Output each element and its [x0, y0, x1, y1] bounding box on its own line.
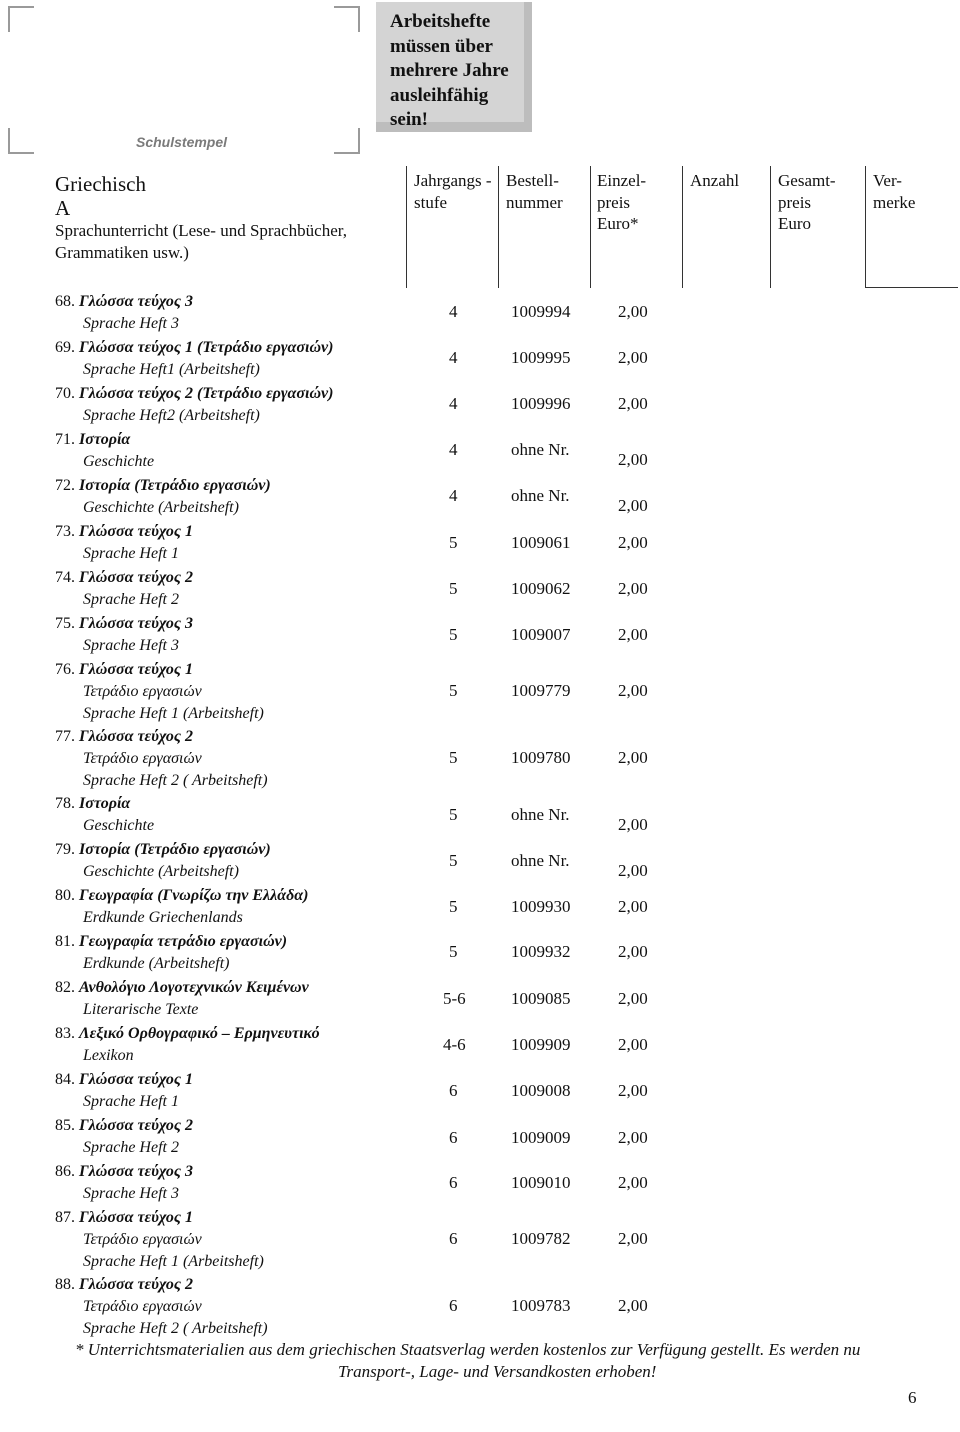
column-divider	[498, 166, 499, 288]
item-einzelpreis: 2,00	[618, 897, 648, 916]
item-subtitle: Sprache Heft 1 (Arbeitsheft)	[83, 1253, 264, 1270]
column-divider	[590, 166, 591, 288]
item-bestellnummer: 1009779	[511, 681, 571, 700]
item-subtitle: Τετράδιο εργασιών	[83, 683, 202, 700]
item-einzelpreis: 2,00	[618, 861, 648, 880]
column-divider	[682, 166, 683, 288]
item-subtitle: Sprache Heft 3	[83, 315, 179, 332]
item-jahrgangsstufe: 4	[449, 394, 458, 413]
item-subtitle: Τετράδιο εργασιών	[83, 750, 202, 767]
item-number: 82.	[55, 979, 75, 996]
item-einzelpreis: 2,00	[618, 394, 648, 413]
item-einzelpreis: 2,00	[618, 1173, 648, 1192]
footnote-line-1: * Unterrichtsmaterialien aus dem griechischen Staatsverlag werden kostenlos zur Verfügung gestellt. Es werden nu	[75, 1340, 861, 1359]
item-number: 73.	[55, 523, 75, 540]
item-number: 83.	[55, 1025, 75, 1042]
item-jahrgangsstufe: 5	[449, 805, 458, 824]
item-einzelpreis: 2,00	[618, 533, 648, 552]
item-number: 68.	[55, 293, 75, 310]
item-greek-title: Γλώσσα τεύχος 2 (Τετράδιο εργασιών)	[79, 385, 334, 402]
item-subtitle: Literarische Texte	[83, 1001, 199, 1018]
item-subtitle: Sprache Heft 1	[83, 545, 179, 562]
list-item	[55, 613, 193, 657]
item-jahrgangsstufe: 5	[449, 851, 458, 870]
item-subtitle: Sprache Heft 2 ( Arbeitsheft)	[83, 772, 268, 789]
item-jahrgangsstufe: 5	[449, 897, 458, 916]
header-bestellnummer: Bestell- nummer	[506, 171, 563, 212]
item-number: 85.	[55, 1117, 75, 1134]
list-item	[55, 1207, 264, 1273]
item-subtitle: Geschichte (Arbeitsheft)	[83, 863, 239, 880]
item-greek-title: Γλώσσα τεύχος 2	[79, 569, 194, 586]
item-number: 80.	[55, 887, 75, 904]
item-jahrgangsstufe: 5	[449, 942, 458, 961]
item-bestellnummer: ohne Nr.	[511, 851, 570, 870]
item-jahrgangsstufe: 5	[449, 748, 458, 767]
item-greek-title: Γλώσσα τεύχος 1	[79, 1209, 194, 1226]
item-einzelpreis: 2,00	[618, 1128, 648, 1147]
list-item	[55, 1023, 320, 1067]
header-anzahl: Anzahl	[690, 171, 740, 190]
item-bestellnummer: 1009780	[511, 748, 571, 767]
list-item	[55, 1274, 268, 1340]
list-item	[55, 337, 333, 381]
item-greek-title: Ιστορία (Τετράδιο εργασιών)	[79, 477, 271, 494]
item-greek-title: Γλώσσα τεύχος 3	[79, 1163, 194, 1180]
item-jahrgangsstufe: 4	[449, 440, 458, 459]
list-item	[55, 659, 264, 725]
item-einzelpreis: 2,00	[618, 942, 648, 961]
item-number: 86.	[55, 1163, 75, 1180]
column-divider	[770, 166, 771, 288]
item-greek-title: Γλώσσα τεύχος 3	[79, 293, 194, 310]
item-bestellnummer: 1009930	[511, 897, 571, 916]
item-subtitle: Sprache Heft 1 (Arbeitsheft)	[83, 705, 264, 722]
item-subtitle: Sprache Heft 3	[83, 637, 179, 654]
item-bestellnummer: 1009085	[511, 989, 571, 1008]
item-number: 71.	[55, 431, 75, 448]
item-bestellnummer: 1009932	[511, 942, 571, 961]
item-number: 74.	[55, 569, 75, 586]
item-number: 76.	[55, 661, 75, 678]
footnote-line-2: Transport-, Lage- und Versandkosten erhoben!	[338, 1362, 657, 1381]
school-stamp-area	[8, 6, 360, 154]
item-bestellnummer: 1009008	[511, 1081, 571, 1100]
item-jahrgangsstufe: 6	[449, 1081, 458, 1100]
item-bestellnummer: 1009996	[511, 394, 571, 413]
item-jahrgangsstufe: 6	[449, 1296, 458, 1315]
list-item	[55, 291, 193, 335]
list-item	[55, 1069, 193, 1113]
item-subtitle: Sprache Heft 2 ( Arbeitsheft)	[83, 1320, 268, 1337]
header-jahrgangsstufe: Jahrgangs -stufe	[414, 171, 492, 212]
item-einzelpreis: 2,00	[618, 748, 648, 767]
item-subtitle: Erdkunde Griechenlands	[83, 909, 243, 926]
item-greek-title: Ιστορία	[79, 431, 131, 448]
list-item	[55, 885, 308, 929]
item-number: 70.	[55, 385, 75, 402]
item-einzelpreis: 2,00	[618, 1035, 648, 1054]
item-einzelpreis: 2,00	[618, 815, 648, 834]
list-item	[55, 977, 309, 1021]
column-divider	[865, 166, 866, 288]
item-jahrgangsstufe: 6	[449, 1128, 458, 1147]
item-greek-title: Γλώσσα τεύχος 2	[79, 1117, 194, 1134]
item-number: 88.	[55, 1276, 75, 1293]
item-einzelpreis: 2,00	[618, 579, 648, 598]
list-item	[55, 793, 154, 837]
column-divider	[406, 166, 407, 288]
item-number: 69.	[55, 339, 75, 356]
item-bestellnummer: 1009010	[511, 1173, 571, 1192]
item-einzelpreis: 2,00	[618, 302, 648, 321]
item-greek-title: Γλώσσα τεύχος 1 (Τετράδιο εργασιών)	[79, 339, 334, 356]
item-number: 78.	[55, 795, 75, 812]
header-gesamtpreis: Gesamt- preis Euro	[778, 171, 836, 233]
subject-description: Sprachunterricht (Lese- und Sprachbücher, Grammatiken usw.)	[55, 221, 347, 262]
header-einzelpreis: Einzel- preis Euro*	[597, 171, 647, 233]
stamp-label: Schulstempel	[136, 134, 228, 150]
item-jahrgangsstufe: 4	[449, 302, 458, 321]
item-bestellnummer: 1009995	[511, 348, 571, 367]
notice-box: Arbeitshefte müssen über mehrere Jahre ausleihfähig sein!	[376, 2, 532, 132]
item-greek-title: Ιστορία (Τετράδιο εργασιών)	[79, 841, 271, 858]
item-subtitle: Sprache Heft 1	[83, 1093, 179, 1110]
item-subtitle: Sprache Heft1 (Arbeitsheft)	[83, 361, 260, 378]
item-number: 75.	[55, 615, 75, 632]
item-bestellnummer: 1009994	[511, 302, 571, 321]
item-jahrgangsstufe: 5	[449, 579, 458, 598]
item-einzelpreis: 2,00	[618, 496, 648, 515]
item-greek-title: Ιστορία	[79, 795, 131, 812]
item-greek-title: Γεωγραφία (Γνωρίζω την Ελλάδα)	[79, 887, 309, 904]
item-jahrgangsstufe: 5	[449, 625, 458, 644]
item-greek-title: Ανθολόγιο Λογοτεχνικών Κειμένων	[79, 979, 309, 996]
item-einzelpreis: 2,00	[618, 989, 648, 1008]
item-jahrgangsstufe: 6	[449, 1173, 458, 1192]
list-item	[55, 521, 193, 565]
item-jahrgangsstufe: 5	[449, 681, 458, 700]
list-item	[55, 1161, 193, 1205]
item-einzelpreis: 2,00	[618, 625, 648, 644]
item-einzelpreis: 2,00	[618, 1081, 648, 1100]
subject-level: A	[55, 196, 71, 220]
item-subtitle: Geschichte	[83, 817, 155, 834]
item-subtitle: Sprache Heft2 (Arbeitsheft)	[83, 407, 260, 424]
item-greek-title: Γλώσσα τεύχος 3	[79, 615, 194, 632]
item-subtitle: Lexikon	[83, 1047, 134, 1064]
item-number: 81.	[55, 933, 75, 950]
item-greek-title: Γεωγραφία τετράδιο εργασιών)	[79, 933, 288, 950]
list-item	[55, 839, 271, 883]
item-bestellnummer: ohne Nr.	[511, 440, 570, 459]
item-greek-title: Γλώσσα τεύχος 2	[79, 1276, 194, 1293]
item-einzelpreis: 2,00	[618, 1296, 648, 1315]
header-rule	[866, 287, 958, 288]
item-subtitle: Erdkunde (Arbeitsheft)	[83, 955, 230, 972]
item-subtitle: Sprache Heft 2	[83, 1139, 179, 1156]
item-number: 84.	[55, 1071, 75, 1088]
header-vermerke: Ver- merke	[873, 171, 916, 212]
item-jahrgangsstufe: 4-6	[443, 1035, 466, 1054]
list-item	[55, 429, 154, 473]
page-number: 6	[908, 1388, 917, 1407]
item-number: 87.	[55, 1209, 75, 1226]
list-item	[55, 383, 333, 427]
list-item	[55, 475, 271, 519]
item-subtitle: Sprache Heft 3	[83, 1185, 179, 1202]
item-number: 79.	[55, 841, 75, 858]
item-einzelpreis: 2,00	[618, 450, 648, 469]
item-bestellnummer: 1009009	[511, 1128, 571, 1147]
item-subtitle: Τετράδιο εργασιών	[83, 1231, 202, 1248]
item-greek-title: Λεξικό Ορθογραφικό – Ερμηνευτικό	[79, 1025, 320, 1042]
list-item	[55, 567, 193, 611]
item-jahrgangsstufe: 6	[449, 1229, 458, 1248]
item-bestellnummer: 1009007	[511, 625, 571, 644]
item-greek-title: Γλώσσα τεύχος 1	[79, 523, 194, 540]
item-subtitle: Sprache Heft 2	[83, 591, 179, 608]
item-number: 72.	[55, 477, 75, 494]
item-greek-title: Γλώσσα τεύχος 1	[79, 661, 194, 678]
item-bestellnummer: ohne Nr.	[511, 486, 570, 505]
item-greek-title: Γλώσσα τεύχος 1	[79, 1071, 194, 1088]
item-greek-title: Γλώσσα τεύχος 2	[79, 728, 194, 745]
item-bestellnummer: ohne Nr.	[511, 805, 570, 824]
item-jahrgangsstufe: 5-6	[443, 989, 466, 1008]
item-einzelpreis: 2,00	[618, 681, 648, 700]
item-number: 77.	[55, 728, 75, 745]
item-bestellnummer: 1009062	[511, 579, 571, 598]
item-jahrgangsstufe: 5	[449, 533, 458, 552]
item-bestellnummer: 1009909	[511, 1035, 571, 1054]
subject-title: Griechisch	[55, 172, 146, 196]
item-bestellnummer: 1009782	[511, 1229, 571, 1248]
item-jahrgangsstufe: 4	[449, 486, 458, 505]
list-item	[55, 726, 268, 792]
item-subtitle: Τετράδιο εργασιών	[83, 1298, 202, 1315]
item-subtitle: Geschichte (Arbeitsheft)	[83, 499, 239, 516]
item-einzelpreis: 2,00	[618, 1229, 648, 1248]
list-item	[55, 931, 287, 975]
subject-heading	[55, 172, 395, 263]
list-item	[55, 1115, 193, 1159]
item-subtitle: Geschichte	[83, 453, 155, 470]
item-einzelpreis: 2,00	[618, 348, 648, 367]
item-bestellnummer: 1009061	[511, 533, 571, 552]
item-bestellnummer: 1009783	[511, 1296, 571, 1315]
item-jahrgangsstufe: 4	[449, 348, 458, 367]
